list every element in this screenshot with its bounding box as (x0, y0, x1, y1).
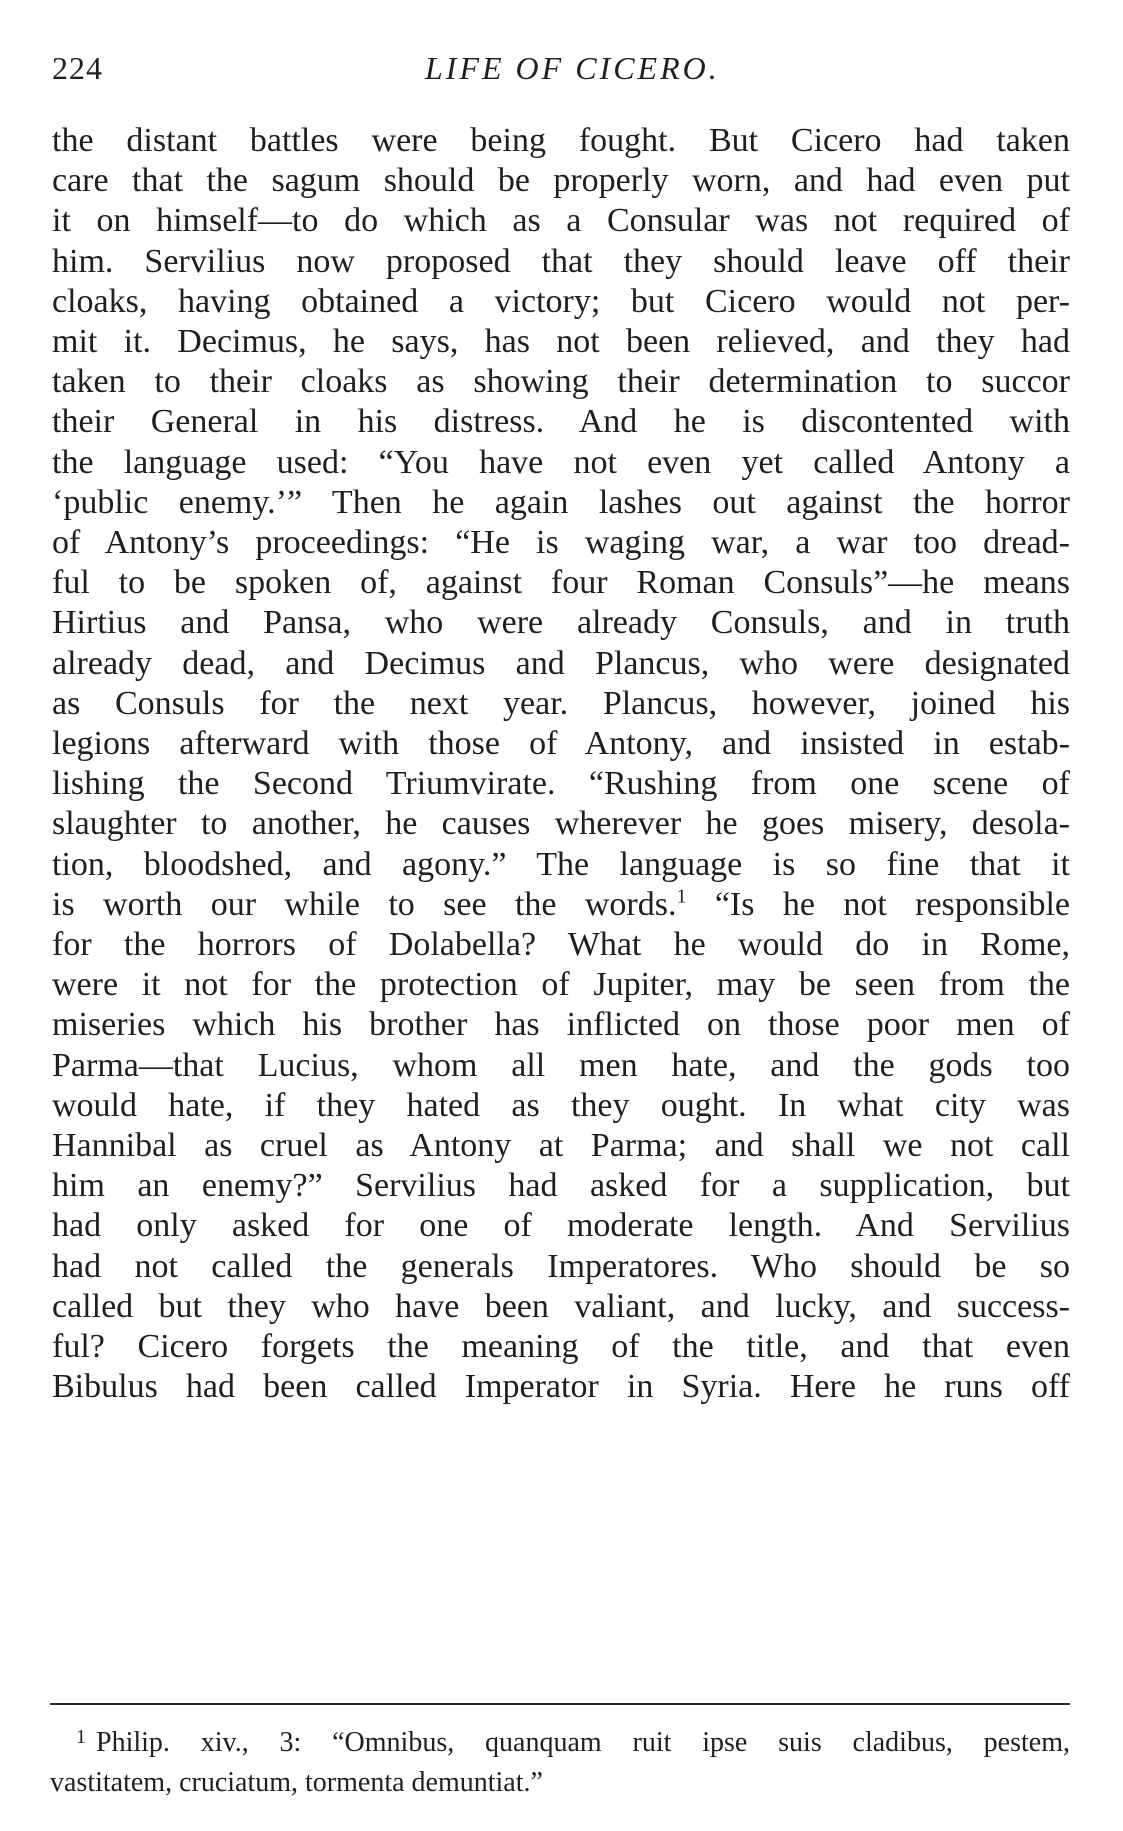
text-line: were it not for the protection of Jupiter, may be seen from the (52, 966, 1070, 1004)
page-number: 224 (52, 50, 103, 86)
text-line: legions afterward with those of Antony, and insisted in estab- (52, 725, 1070, 762)
text-line: their General in his distress. And he is discontented with (52, 403, 1070, 441)
text-line: ‘public enemy.’” Then he again lashes out against the horror (52, 483, 1070, 521)
running-title: LIFE OF CICERO. (425, 50, 720, 86)
text-segment: “Is he not responsible (686, 885, 1070, 923)
text-line: miseries which his brother has inflicted on those poor men of (52, 1006, 1070, 1044)
running-head (50, 50, 1068, 90)
text-line: cloaks, having obtained a victory; but Cicero would not per- (52, 282, 1070, 320)
text-line: Parma—that Lucius, whom all men hate, and the gods too (52, 1046, 1070, 1084)
text-line: Hirtius and Pansa, who were already Consuls, and in truth (52, 604, 1070, 642)
footnote-rule (50, 1703, 1070, 1705)
footnote-reference: 1 (676, 885, 687, 908)
text-line: Bibulus had been called Imperator in Syria. Here he runs off (52, 1368, 1070, 1406)
text-line: ful to be spoken of, against four Roman Consuls”—he means (52, 564, 1070, 602)
footnote-line: vastitatem, cruciatum, tormenta demuntiat.” (50, 1767, 543, 1798)
footnote-marker: 1 (76, 1726, 86, 1748)
text-line: as Consuls for the next year. Plancus, however, joined his (52, 684, 1070, 722)
text-line: tion, bloodshed, and agony.” The language is so fine that it (52, 845, 1070, 883)
text-line: ful? Cicero forgets the meaning of the title, and that even (52, 1328, 1070, 1365)
footnote (50, 1717, 1070, 1803)
text-line: it on himself—to do which as a Consular was not required of (52, 202, 1070, 240)
text-line: him an enemy?” Servilius had asked for a supplication, but (52, 1167, 1070, 1205)
text-line: Hannibal as cruel as Antony at Parma; and shall we not call (52, 1127, 1070, 1164)
text-line: called but they who have been valiant, and lucky, and success- (52, 1287, 1070, 1325)
text-line: him. Servilius now proposed that they should leave off their (52, 242, 1070, 280)
text-line: taken to their cloaks as showing their determination to succor (52, 363, 1070, 401)
text-line: the distant battles were being fought. But Cicero had taken (52, 122, 1070, 159)
footnote-text: Philip. xiv., 3: “Omnibus, quanquam ruit ipse suis cladibus, pestem, (96, 1727, 1070, 1758)
text-line-with-note (52, 882, 1070, 928)
text-line: lishing the Second Triumvirate. “Rushing from one scene of (52, 765, 1070, 803)
text-line: had not called the generals Imperatores. Who should be so (52, 1247, 1070, 1285)
text-line: of Antony’s proceedings: “He is waging war, a war too dread- (52, 524, 1070, 561)
text-line: care that the sagum should be properly worn, and had even put (52, 162, 1070, 200)
text-line: already dead, and Decimus and Plancus, who were designated (52, 644, 1070, 682)
footnote-line (50, 1717, 1070, 1763)
text-line: had only asked for one of moderate length. And Servilius (52, 1207, 1070, 1245)
text-line: mit it. Decimus, he says, has not been relieved, and they had (52, 323, 1070, 360)
text-line: for the horrors of Dolabella? What he would do in Rome, (52, 926, 1070, 963)
text-line: the language used: “You have not even yet called Antony a (52, 443, 1070, 481)
text-line: slaughter to another, he causes wherever he goes misery, desola- (52, 805, 1070, 843)
text-segment: is worth our while to see the words. (52, 885, 677, 923)
text-line: would hate, if they hated as they ought. In what city was (52, 1086, 1070, 1124)
